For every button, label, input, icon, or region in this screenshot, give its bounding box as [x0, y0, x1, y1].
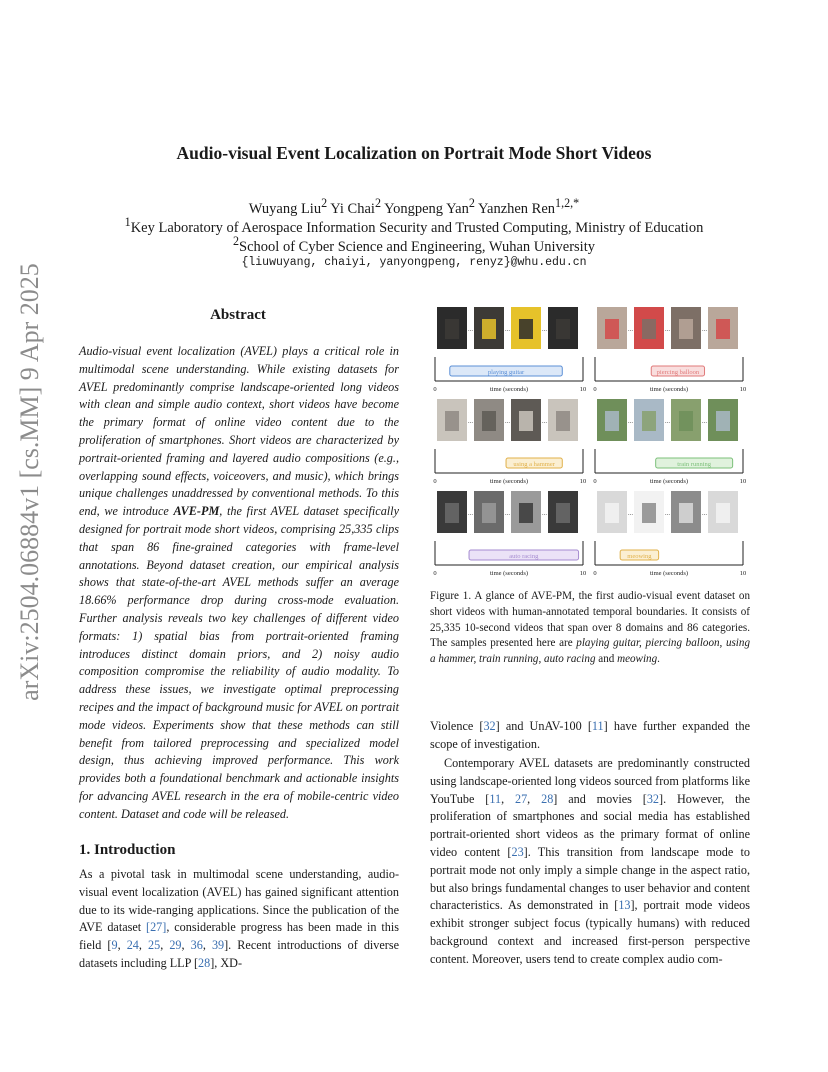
intro-body: As a pivotal task in multimodal scene understanding, audio-visual event localization (AVEL) has gained significant attention due to its wide-ranging applications. Since the publication of the AVE dataset [27], considerable progress has been made in this field [9, 24, 25, 29, 36, 39]. Recent introductions of diverse datasets including LLP [28], XD- [79, 867, 400, 970]
ellipsis-glyph: ... [627, 417, 634, 425]
affiliation-sup: 1 [124, 215, 131, 229]
frame-subject [556, 503, 570, 523]
frame-subject [605, 503, 619, 523]
frame-subject [716, 319, 730, 339]
author: Yi Chai [330, 200, 375, 217]
frame-subject [519, 319, 533, 339]
frame-subject [482, 411, 496, 431]
frame-subject [605, 319, 619, 339]
citation-link[interactable]: 9 [111, 938, 118, 953]
figure-1 [430, 305, 750, 580]
frame-subject [679, 503, 693, 523]
ellipsis-glyph: ... [701, 417, 708, 425]
paper-title: Audio-visual Event Localization on Portrait Mode Short Videos [176, 143, 652, 163]
frame-subject [556, 411, 570, 431]
affiliation-text: School of Cyber Science and Engineering, Wuhan University [239, 238, 595, 255]
ellipsis-glyph: ... [541, 325, 548, 333]
figure-caption: Figure 1. A glance of AVE-PM, the first audio-visual event dataset on short videos with human-annotated temporal boundaries. It consists of 25,335 10-second videos that span over 8 domains and 86 categories. The samples presented here are playing guitar, piercing balloon, using a hammer, train running, auto racing and meowing. [430, 590, 750, 666]
citation-link[interactable]: 28 [198, 955, 211, 970]
ellipsis-glyph: ... [504, 509, 511, 517]
event-label: piercing balloon [656, 369, 700, 376]
tick-label-start: 0 [593, 386, 597, 393]
ellipsis-glyph: ... [541, 417, 548, 425]
author-sup: 2 [374, 196, 381, 210]
ellipsis-glyph: ... [504, 325, 511, 333]
affiliation-sup: 2 [233, 234, 240, 248]
ellipsis-glyph: ... [664, 509, 671, 517]
frame-subject [482, 503, 496, 523]
arxiv-identifier: arXiv:2504.06884v1 [cs.MM] 9 Apr 2025 [15, 263, 44, 701]
abstract-body [79, 343, 399, 824]
tick-label-end: 10 [739, 570, 747, 577]
event-label: auto racing [509, 553, 539, 560]
abstract-text: , the first AVEL dataset specifically designed for portrait mode short videos, comprising 25,335 clips that span 86 fine-grained categories with frame-level annotations. Beyond dataset creation, our empirical analysis shows that state-of-the-art AVEL methods suffer an average 18.66% performance drop during cross-mode evaluation. Further analysis reveals two key challenges of different video formats: 1) spatial bias from portrait-oriented framing introduces distinct domain priors, and 2) noisy audio composition compromise the reliability of audio modality. To address these issues, we investigate optimal preprocessing recipes and the impact of background music for AVEL on portrait mode videos. Experiments show that these methods can still benefit from tailored preprocessing and specialized model design, thus achieving improved performance. This work provides both a foundational benchmark and actionable insights for advancing AVEL research in the era of mobile-centric video content. Dataset and code will be released. [79, 504, 399, 821]
citation-link[interactable]: 23 [511, 844, 524, 859]
citation-link[interactable]: 36 [190, 938, 203, 953]
dataset-name: AVE-PM [173, 504, 220, 519]
tick-label-start: 0 [433, 478, 437, 485]
axis-label: time (seconds) [649, 478, 689, 485]
right-paragraph-1: Violence [32] and UnAV-100 [11] have further expanded the scope of investigation. [430, 719, 750, 751]
citation-link[interactable]: 39 [211, 938, 225, 953]
frame-subject [519, 503, 533, 523]
ellipsis-glyph: ... [467, 509, 474, 517]
tick-label-end: 10 [579, 478, 587, 485]
tick-label-end: 10 [579, 386, 587, 393]
frame-subject [445, 503, 459, 523]
axis-label: time (seconds) [649, 570, 689, 577]
ellipsis-glyph: ... [541, 509, 548, 517]
frame-subject [556, 319, 570, 339]
abstract-heading: Abstract [210, 307, 266, 323]
citation-link[interactable]: 27 [514, 791, 528, 806]
tick-label-end: 10 [739, 478, 747, 485]
tick-label-start: 0 [433, 386, 437, 393]
frame-subject [482, 319, 496, 339]
author: Wuyang Liu [248, 200, 322, 217]
ellipsis-glyph: ... [467, 417, 474, 425]
axis-label: time (seconds) [649, 386, 689, 393]
frame-subject [642, 503, 656, 523]
event-label: using a hammer [513, 461, 555, 468]
citation-link[interactable]: [27] [146, 920, 167, 935]
citation-link[interactable]: 13 [618, 898, 631, 913]
frame-subject [445, 319, 459, 339]
author-sup: 2 [468, 196, 475, 210]
frame-subject [716, 411, 730, 431]
frame-subject [716, 503, 730, 523]
frame-subject [642, 411, 656, 431]
citation-link[interactable]: 11 [591, 719, 604, 733]
citation-link[interactable]: 11 [489, 791, 502, 806]
author-emails: {liuwuyang, chaiyi, yanyongpeng, renyz}@whu.edu.cn [241, 256, 587, 269]
tick-label-start: 0 [593, 478, 597, 485]
ellipsis-glyph: ... [627, 509, 634, 517]
affiliation-text: Key Laboratory of Aerospace Information Security and Trusted Computing, Ministry of Education [130, 219, 704, 236]
abstract-text: Audio-visual event localization (AVEL) plays a critical role in multimodal scene understanding. While existing datasets for AVEL predominantly comprise landscape-oriented long videos with clean and simple audio context, short videos have become the primary format of online video content due to the proliferation of smartphones. Short videos are characterized by portrait-oriented framing and layered audio compositions (e.g., overlapping sound effects, voiceovers, and music), which brings unique challenges unaddressed by conventional methods. To this end, we introduce [79, 344, 399, 519]
frame-subject [642, 319, 656, 339]
ellipsis-glyph: ... [627, 325, 634, 333]
tick-label-start: 0 [433, 570, 437, 577]
event-label: train running [677, 461, 712, 468]
caption-categories: playing guitar, piercing balloon, using a hammer, train running, auto racing [430, 637, 750, 666]
event-label: meowing [627, 553, 652, 560]
author: Yanzhen Ren [477, 200, 556, 217]
ellipsis-glyph: ... [504, 417, 511, 425]
frame-subject [679, 411, 693, 431]
right-paragraph-2: Contemporary AVEL datasets are predominantly constructed using landscape-oriented long videos sourced from platforms like YouTube [11, 27, 28] and movies [32]. However, the proliferation of smartphones and social media has established portrait-oriented short videos as the primary format of online video content [23]. This transition from landscape mode to portrait mode not only imply a simple change in the aspect ratio, but also brings fundamental changes to user behavior and content characteristics. As demonstrated in [13], portrait mode videos exhibit stronger subject focus (typically humans) with reduced background context and increased first-person perspective content. Moreover, users tend to create complex audio com- [430, 756, 750, 966]
ellipsis-glyph: ... [664, 325, 671, 333]
axis-label: time (seconds) [489, 570, 529, 577]
axis-label: time (seconds) [489, 386, 529, 393]
axis-label: time (seconds) [489, 478, 529, 485]
citation-link[interactable]: 32 [646, 791, 660, 806]
event-label: playing guitar [487, 369, 525, 376]
author-sup: 1,2,* [555, 196, 580, 210]
citation-link[interactable]: 24 [126, 938, 139, 953]
intro-heading: 1. Introduction [79, 842, 176, 858]
citation-link[interactable]: 32 [483, 719, 496, 733]
caption-category-meowing: meowing [617, 653, 658, 666]
author-sup: 2 [321, 196, 328, 210]
citation-link[interactable]: 29 [169, 938, 182, 953]
ellipsis-glyph: ... [701, 325, 708, 333]
tick-label-end: 10 [579, 570, 587, 577]
tick-label-start: 0 [593, 570, 597, 577]
frame-subject [519, 411, 533, 431]
tick-label-end: 10 [739, 386, 747, 393]
ellipsis-glyph: ... [664, 417, 671, 425]
ellipsis-glyph: ... [467, 325, 474, 333]
author: Yongpeng Yan [384, 200, 469, 217]
frame-subject [679, 319, 693, 339]
citation-link[interactable]: 25 [148, 938, 161, 953]
frame-subject [605, 411, 619, 431]
citation-link[interactable]: 28 [541, 791, 554, 806]
frame-subject [445, 411, 459, 431]
affiliation-2 [0, 234, 828, 256]
ellipsis-glyph: ... [701, 509, 708, 517]
arxiv-sidebar [12, 263, 48, 701]
